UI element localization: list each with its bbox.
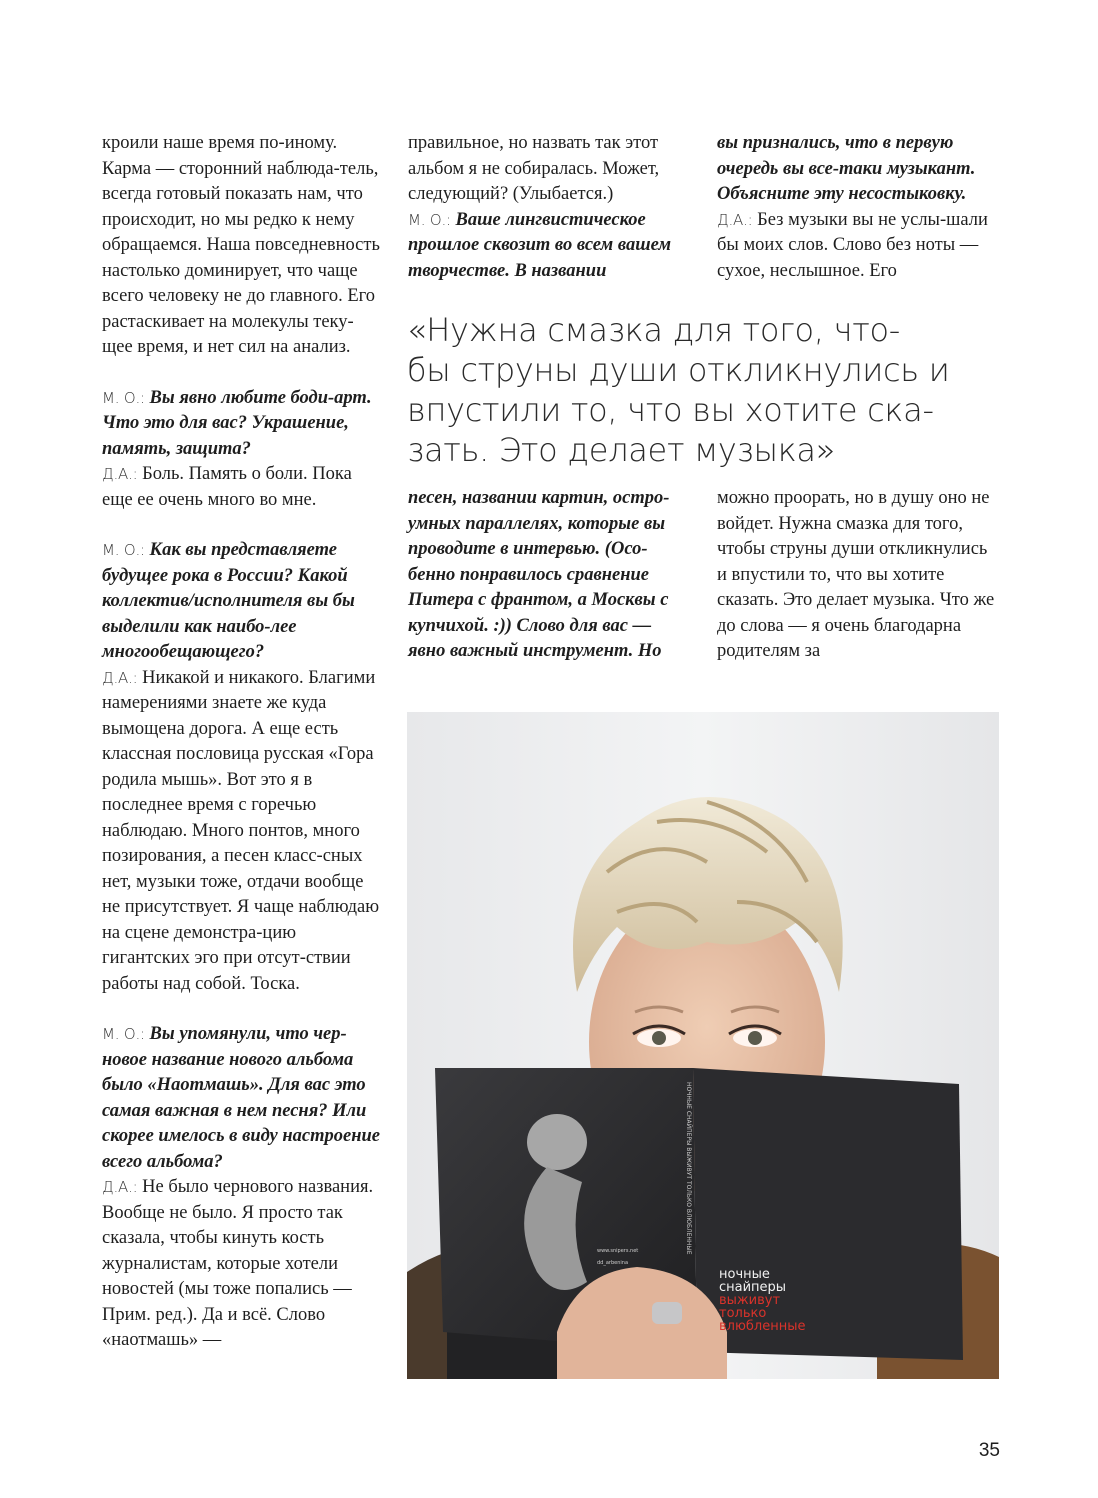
- article-column-2-bottom: [408, 486, 690, 665]
- answer-text: правильное, но назвать так этот альбом я не собиралась. Может, следующий? (Улыбается.): [408, 133, 660, 204]
- pull-quote-line: «Нужна смазка для того, что-: [407, 311, 900, 349]
- portrait-photo: [407, 712, 999, 1379]
- paragraph: кроили наше время по-иному. Карма — сторонний наблюда-тель, всегда готовый показать нам, что происходит, но мы редко к нему обращаемся. Наша повседневность настолько доминирует, что чаще всего человеку не до главного. Его растаскивает на молекулы теку-щее время, и нет сил на анализ.: [102, 133, 380, 357]
- answer-text: Боль. Память о боли. Пока еще ее очень много во мне.: [102, 464, 352, 510]
- answer-text: Никакой и никакого. Благими намерениями знаете же куда вымощена дорога. А еще есть классная пословица русская «Гора родила мышь». Вот это я в последнее время с горечью наблюдаю. Много понтов, много позирования, а песен класс-сных нет, музыки тоже, отдачи вообще не присутствует. Я чаще наблюдаю на сцене демонстра-цию гигантских эго при отсут-ствии работы над собой. Тоска.: [102, 667, 380, 994]
- pull-quote: [407, 310, 1007, 470]
- album-title: только: [719, 1306, 767, 1321]
- answer-text: Не было чернового названия. Вообще не было. Я просто так сказала, чтобы кинуть кость журналистам, которые хотели новостей (мы тоже попались — Прим. ред.). Да и всё. Слово «наотмашь» —: [102, 1177, 374, 1350]
- album-website: www.snipers.net: [597, 1248, 639, 1254]
- album-social: dd_arbenina: [597, 1260, 629, 1266]
- article-column-1: [102, 131, 384, 1354]
- page-number: 35: [978, 1440, 1000, 1461]
- respondent-label: Д.А.:: [102, 465, 138, 483]
- question-text: Ваше лингвистическое прошлое сквозит во всем вашем творчестве. В названии: [408, 209, 672, 281]
- question-text: Как вы представляете будущее рока в России? Какой коллектив/исполнителя вы бы выделили как наибо-лее многообещающего?: [102, 540, 355, 662]
- paragraph: [717, 131, 1001, 284]
- pull-quote-line: зать. Это делает музыка»: [407, 431, 836, 469]
- album-title: влюбленные: [719, 1319, 806, 1334]
- album-spine-text: НОЧНЫЕ СНАЙПЕРЫ ВЫЖИВУТ ТОЛЬКО ВЛЮБЛЕННЫЕ: [685, 1082, 692, 1255]
- question-text: Вы явно любите боди-арт. Что это для вас? Украшение, память, защита?: [102, 387, 372, 459]
- article-column-3-bottom: [717, 486, 1001, 665]
- album-title: ночные: [719, 1267, 770, 1282]
- interviewer-label: М. О.:: [102, 541, 145, 559]
- respondent-label: Д.А.:: [102, 1178, 138, 1196]
- question-text: Вы упомянули, что чер-новое название нового альбома было «Наотмашь». Для вас это самая важная в нем песня? Или скорее имелось в виду настроение всего альбома?: [102, 1024, 380, 1172]
- album-title: снайперы: [719, 1280, 787, 1295]
- answer-text: можно проорать, но в душу оно не войдет. Нужна смазка для того, чтобы струны души откликнулись и впустили то, что вы хотите сказать. Это делает музыка. Что же до слова — я очень благодарна родителям за: [717, 488, 995, 661]
- interviewer-label: М. О.:: [102, 388, 145, 407]
- answer-text: Без музыки вы не услы-шали бы моих слов. Слово без ноты — сухое, неслышное. Его: [717, 209, 988, 281]
- article-column-2-top: [408, 131, 690, 284]
- pull-quote-line: впустили то, что вы хотите ска-: [407, 391, 934, 429]
- interview-qa: [102, 386, 384, 514]
- respondent-label: Д.А.:: [717, 210, 753, 229]
- article-column-3-top: [717, 131, 1001, 284]
- pull-quote-line: бы струны души откликнулись и: [407, 351, 950, 389]
- interview-qa: [102, 1022, 384, 1354]
- question-text: вы признались, что в первую очередь вы все-таки музыкант. Объясните эту несостыковку.: [717, 133, 976, 204]
- question-text: песен, названии картин, остро-умных параллелях, которые вы проводите в интервью. (Осо-бенно понравилось сравнение Питера с франтом, а Москвы с купчихой. :)) Слово для вас — явно важный инструмент. Но: [408, 488, 670, 661]
- interviewer-label: М. О.:: [102, 1025, 145, 1043]
- paragraph: [408, 131, 690, 284]
- respondent-label: Д.А.:: [102, 668, 138, 687]
- album-title: выживут: [719, 1293, 781, 1308]
- interviewer-label: М. О.:: [408, 210, 451, 229]
- interview-qa: [102, 538, 384, 997]
